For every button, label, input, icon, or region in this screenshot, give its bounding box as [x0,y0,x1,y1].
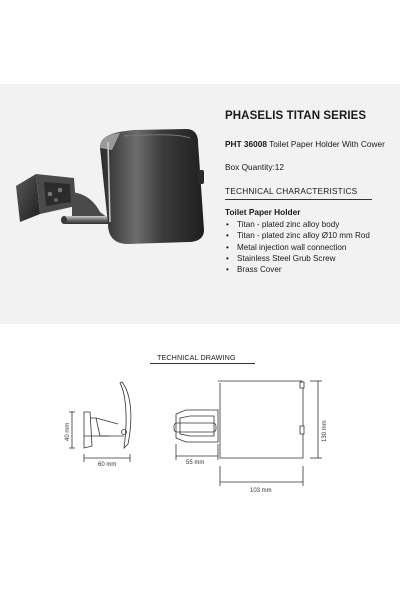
feature-item: • Metal injection wall connection [226,242,347,252]
holder-cover [100,129,204,244]
bullet-icon: • [226,253,229,263]
drawing-title-rule [150,363,255,364]
product-info [225,110,397,275]
technical-drawing [0,370,400,510]
dim-side-depth: 60 mm [98,462,117,468]
series-title: PHASELIS TITAN SERIES [225,110,367,122]
dim-projection: 55 mm [186,460,205,466]
product-code-line [225,139,397,149]
bullet-icon: • [226,265,229,275]
side-view [84,382,131,448]
bullet-icon: • [226,242,229,252]
front-view [174,381,304,458]
product-photo [8,126,218,246]
wall-base [16,174,76,222]
technical-subheading: Toilet Paper Holder [225,207,301,217]
feature-item: • Titan - plated zinc alloy Ø10 mm Rod [226,231,370,241]
bullet-icon: • [226,220,229,229]
dim-width: 103 mm [250,488,272,494]
technical-heading: TECHNICAL CHARACTERISTICS [225,186,372,200]
product-code: PHT 36008 [225,139,267,149]
feature-item: • Brass Cover [226,265,282,275]
bullet-icon: • [226,231,229,241]
box-quantity: Box Quantity:12 [225,162,285,172]
dim-height: 130 mm [322,420,328,442]
feature-item: • Stainless Steel Grub Screw [226,253,336,263]
dim-side-height: 40 mm [65,422,71,441]
drawing-title: TECHNICAL DRAWING [157,353,236,362]
product-name: Toilet Paper Holder With Cower [269,139,385,149]
feature-item: • Titan - plated zinc alloy body [226,220,340,229]
feature-list [225,219,397,275]
